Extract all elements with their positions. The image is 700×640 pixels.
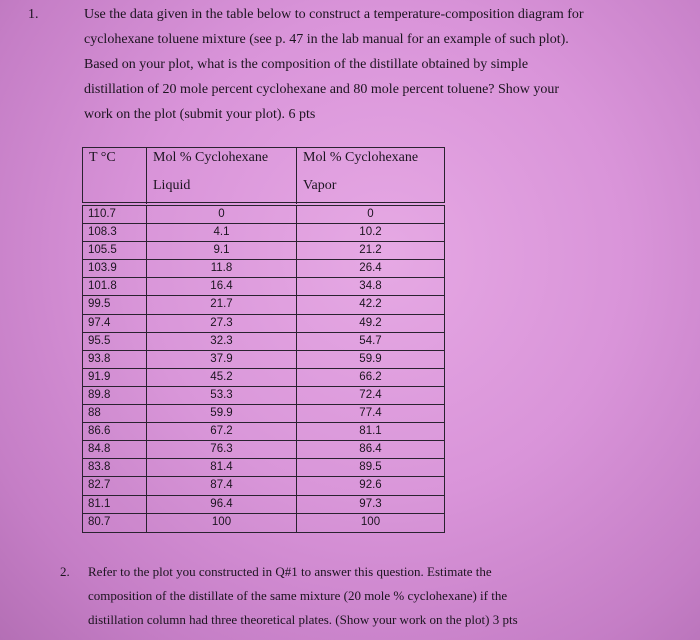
table-row <box>83 351 444 369</box>
cell-vapor: 42.2 <box>359 298 382 311</box>
table-row <box>83 333 444 351</box>
cell-vapor: 81.1 <box>359 425 382 438</box>
cell-liquid: 11.8 <box>147 260 297 277</box>
cell-vapor: 72.4 <box>359 388 382 401</box>
cell-vapor: 0 <box>367 208 374 220</box>
cell-temperature: 110.7 <box>83 206 147 223</box>
cell-temperature: 91.9 <box>83 369 147 386</box>
cell-vapor: 100 <box>360 515 381 528</box>
cell-temperature: 99.5 <box>83 296 147 313</box>
header-liquid-line1: Mol % Cyclohexane <box>153 150 269 165</box>
cell-vapor: 21.2 <box>359 244 382 257</box>
cell-liquid: 37.9 <box>147 351 297 368</box>
table-row <box>83 459 444 477</box>
cell-temperature: 108.3 <box>83 224 147 241</box>
table-header <box>82 147 445 203</box>
cell-liquid: 53.3 <box>147 387 297 404</box>
header-liquid-line2: Liquid <box>153 178 191 193</box>
cell-temperature: 86.6 <box>83 423 147 440</box>
cell-temperature: 95.5 <box>83 333 147 350</box>
table-row <box>83 296 444 314</box>
cell-liquid: 96.4 <box>147 496 297 513</box>
cell-vapor: 26.4 <box>359 262 382 275</box>
cell-liquid: 67.2 <box>147 423 297 440</box>
question-2 <box>60 560 660 632</box>
question-2-line: composition of the distillate of the same mixture (20 mole % cyclohexane) if the <box>88 588 508 603</box>
question-2-line: distillation column had three theoretical plates. (Show your work on the plot) 3 pts <box>88 612 518 627</box>
table-row <box>83 496 444 514</box>
cell-temperature: 89.8 <box>83 387 147 404</box>
question-1-line: distillation of 20 mole percent cyclohexane and 80 mole percent toluene? Show your <box>84 82 560 97</box>
header-liquid <box>147 148 297 204</box>
cell-liquid: 87.4 <box>147 477 297 494</box>
cell-temperature: 97.4 <box>83 315 147 332</box>
cell-vapor: 34.8 <box>359 280 382 293</box>
cell-temperature: 93.8 <box>83 351 147 368</box>
cell-vapor: 77.4 <box>359 407 382 420</box>
cell-liquid: 45.2 <box>147 369 297 386</box>
question-2-number: 2. <box>60 564 70 579</box>
table-row <box>83 224 444 242</box>
header-temperature-label: T °C <box>89 150 116 165</box>
question-1-line: work on the plot (submit your plot). 6 pts <box>84 107 316 122</box>
cell-temperature: 101.8 <box>83 278 147 295</box>
cell-vapor: 54.7 <box>359 334 382 347</box>
data-table <box>82 147 445 530</box>
header-vapor-line2: Vapor <box>303 178 337 193</box>
cell-temperature: 81.1 <box>83 496 147 513</box>
table-row <box>83 260 444 278</box>
table-row <box>83 369 444 387</box>
table-row <box>83 242 444 260</box>
cell-temperature: 105.5 <box>83 242 147 259</box>
question-1 <box>28 2 668 127</box>
table-row <box>83 278 444 296</box>
cell-liquid: 59.9 <box>147 405 297 422</box>
question-2-line: Refer to the plot you constructed in Q#1 to answer this question. Estimate the <box>88 564 492 579</box>
cell-temperature: 80.7 <box>83 514 147 532</box>
cell-temperature: 103.9 <box>83 260 147 277</box>
table-row <box>83 477 444 495</box>
header-vapor <box>297 148 445 204</box>
table-row <box>83 387 444 405</box>
question-2-text <box>88 560 660 632</box>
cell-liquid: 27.3 <box>147 315 297 332</box>
cell-liquid: 9.1 <box>147 242 297 259</box>
cell-liquid: 16.4 <box>147 278 297 295</box>
cell-liquid: 21.7 <box>147 296 297 313</box>
header-temperature <box>83 148 147 204</box>
cell-vapor: 10.2 <box>359 226 382 239</box>
cell-temperature: 88 <box>83 405 147 422</box>
question-1-number: 1. <box>28 7 39 22</box>
table-row <box>83 441 444 459</box>
table-row <box>83 405 444 423</box>
cell-vapor: 59.9 <box>359 352 382 365</box>
question-1-line: Based on your plot, what is the composition of the distillate obtained by simple <box>84 57 529 72</box>
cell-temperature: 82.7 <box>83 477 147 494</box>
table-row <box>83 423 444 441</box>
question-1-line: Use the data given in the table below to construct a temperature-composition diagram for <box>84 7 584 22</box>
cell-vapor: 49.2 <box>359 316 382 329</box>
cell-vapor: 89.5 <box>359 461 382 474</box>
cell-liquid: 32.3 <box>147 333 297 350</box>
cell-vapor: 86.4 <box>359 443 382 456</box>
question-1-line: cyclohexane toluene mixture (see p. 47 in the lab manual for an example of such plot). <box>84 32 569 47</box>
table-row <box>83 206 444 224</box>
table-row <box>83 315 444 333</box>
cell-temperature: 84.8 <box>83 441 147 458</box>
cell-liquid: 100 <box>147 514 297 532</box>
cell-liquid: 76.3 <box>147 441 297 458</box>
cell-liquid: 4.1 <box>147 224 297 241</box>
cell-liquid: 0 <box>147 206 297 223</box>
cell-liquid: 81.4 <box>147 459 297 476</box>
table-row <box>83 514 444 532</box>
cell-vapor: 97.3 <box>359 497 382 510</box>
table-body <box>82 205 445 533</box>
cell-vapor: 92.6 <box>359 479 382 492</box>
cell-temperature: 83.8 <box>83 459 147 476</box>
question-1-text <box>84 2 668 127</box>
header-vapor-line1: Mol % Cyclohexane <box>303 150 419 165</box>
cell-vapor: 66.2 <box>359 370 382 383</box>
